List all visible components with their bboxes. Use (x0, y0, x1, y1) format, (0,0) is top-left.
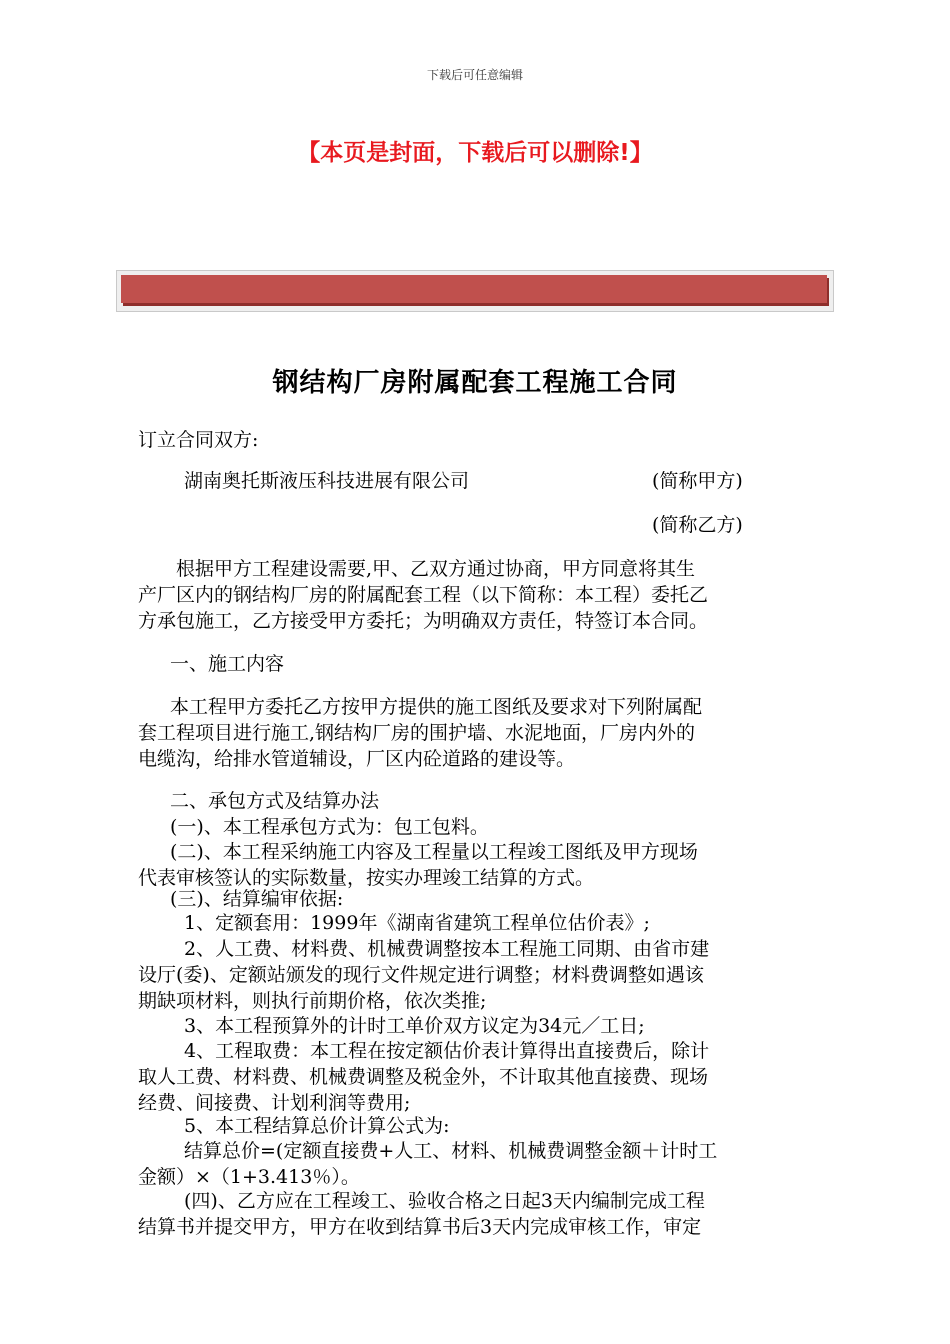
formula-line: 金额）×（1+3.413％）。 (138, 1166, 360, 1188)
document-title: 钢结构厂房附属配套工程施工合同 (272, 368, 678, 398)
section-1-line: 套工程项目进行施工,钢结构厂房的围护墙、水泥地面，厂房内外的 (138, 722, 696, 744)
settlement-formula (138, 1138, 814, 1190)
item-4-line: 结算书并提交甲方，甲方在收到结算书后3天内完成审核工作，审定 (138, 1216, 702, 1238)
section-2-item-1: (一)、本工程承包方式为：包工包料。 (170, 816, 489, 838)
basis-1: 1、定额套用：1999年《湖南省建筑工程单位估价表》; (184, 912, 650, 934)
banner-red-bar (121, 275, 827, 303)
basis-4-line: 经费、间接费、计划利润等费用; (138, 1092, 411, 1114)
section-1-line: 本工程甲方委托乙方按甲方提供的施工图纸及要求对下列附属配 (170, 696, 703, 718)
preamble-line: 方承包施工，乙方接受甲方委托；为明确双方责任，特签订本合同。 (138, 610, 709, 632)
section-1-heading: 一、施工内容 (170, 653, 285, 675)
basis-5: 5、本工程结算总价计算公式为: (184, 1115, 450, 1137)
basis-4 (138, 1038, 814, 1116)
basis-4-line: 取人工费、材料费、机械费调整及税金外，不计取其他直接费、现场 (138, 1066, 709, 1088)
preamble-line: 产厂区内的钢结构厂房的附属配套工程（以下简称：本工程）委托乙 (138, 584, 709, 606)
cover-page-notice: 【本页是封面，下载后可以删除!】 (297, 140, 653, 166)
basis-2-line: 2、人工费、材料费、机械费调整按本工程施工同期、由省市建 (184, 938, 710, 960)
decorative-banner (116, 270, 834, 312)
page-header-note: 下载后可任意编辑 (426, 68, 523, 82)
item-4-line: (四)、乙方应在工程竣工、验收合格之日起3天内编制完成工程 (184, 1190, 705, 1212)
formula-line: 结算总价=(定额直接费+人工、材料、机械费调整金额＋计时工 (184, 1140, 718, 1162)
preamble-line: 根据甲方工程建设需要,甲、乙双方通过协商，甲方同意将其生 (138, 558, 696, 580)
section-2-item-4 (138, 1188, 814, 1240)
party-a-name: 湖南奥托斯液压科技进展有限公司 (184, 470, 470, 492)
item-2-line: 代表审核签认的实际数量，按实办理竣工结算的方式。 (138, 867, 595, 889)
party-a-label: (简称甲方) (652, 470, 743, 492)
basis-3: 3、本工程预算外的计时工单价双方议定为34元／工日; (184, 1015, 645, 1037)
party-b-label: (简称乙方) (652, 514, 743, 536)
section-2-item-2 (138, 839, 814, 891)
section-2-item-3: (三)、结算编审依据: (170, 888, 344, 910)
basis-2 (138, 936, 814, 1014)
item-2-line: (二)、本工程采纳施工内容及工程量以工程竣工图纸及甲方现场 (170, 841, 698, 863)
section-2-heading: 二、承包方式及结算办法 (170, 790, 380, 812)
section-1-line: 电缆沟，给排水管道辅设，厂区内砼道路的建设等。 (138, 748, 576, 770)
preamble-paragraph (138, 556, 814, 634)
basis-2-line: 设厅(委)、定额站颁发的现行文件规定进行调整；材料费调整如遇该 (138, 964, 704, 986)
basis-4-line: 4、工程取费：本工程在按定额估价表计算得出直接费后，除计 (184, 1040, 710, 1062)
section-1-body (138, 694, 814, 772)
parties-intro: 订立合同双方: (138, 429, 259, 451)
basis-2-line: 期缺项材料，则执行前期价格，依次类推; (138, 990, 487, 1012)
